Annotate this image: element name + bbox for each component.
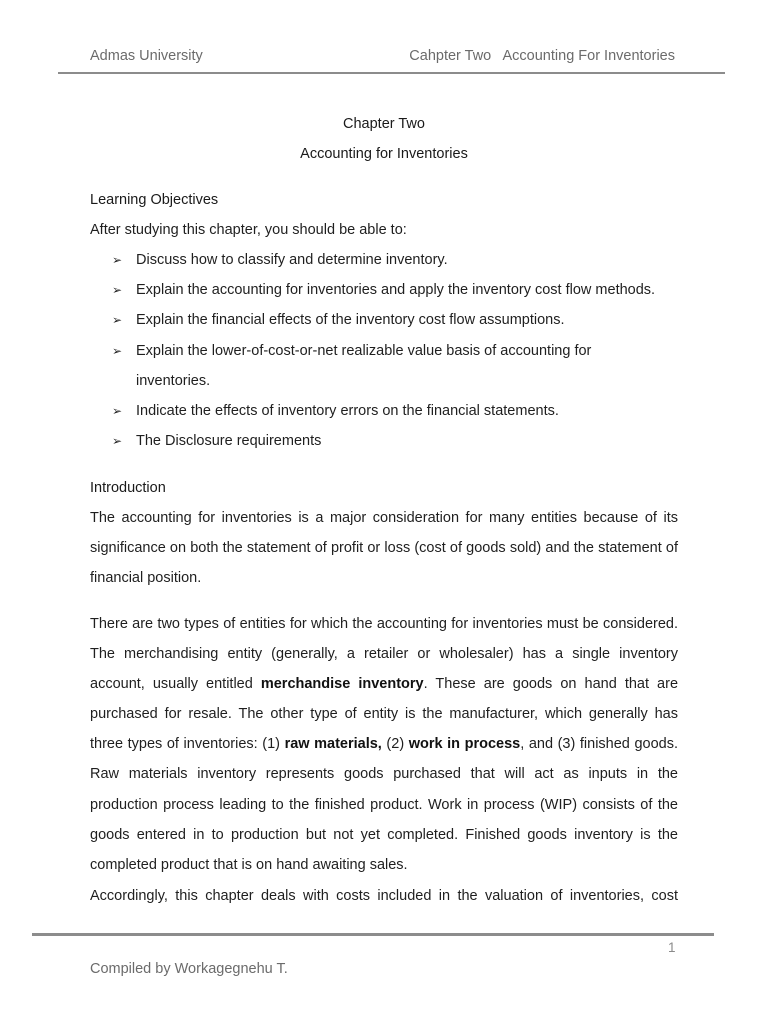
arrow-bullet-icon: ➢ — [112, 313, 123, 327]
chapter-title: Accounting for Inventories — [300, 146, 468, 162]
introduction-heading: Introduction — [90, 480, 166, 496]
header-institution: Admas University — [90, 48, 203, 64]
arrow-bullet-icon: ➢ — [112, 253, 123, 267]
objective-item: ➢ The Disclosure requirements — [112, 433, 322, 449]
page-number: 1 — [668, 940, 676, 955]
introduction-paragraph-3: Accordingly, this chapter deals with costs included in the valuation of inventories, cost — [90, 888, 678, 904]
learning-objectives-heading: Learning Objectives — [90, 192, 219, 208]
header-divider — [58, 72, 725, 74]
arrow-bullet-icon: ➢ — [112, 283, 123, 297]
header-chapter: Cahpter Two Accounting For Inventories — [409, 48, 675, 64]
introduction-paragraph-2: There are two types of entities for which the accounting for inventories must be considered. The merchandising entity (generally, a retailer or wholesaler) has a single inventory account, usually entitled merchandise inventory. These are goods on hand that are purchased for resale. The other type of entity is the manufacturer, which generally has three types of inventories: (1) raw materials, (2) work in process, and (3) finished goods. Raw materials inventory represents goods purchased that will act as inputs in the production process leading to the finished product. Work in process (WIP) consists of the goods entered in to production but not yet completed. Finished goods inventory is the completed product that is on hand awaiting sales. — [90, 616, 679, 873]
arrow-bullet-icon: ➢ — [112, 404, 123, 418]
objective-item: ➢ Explain the financial effects of the inventory cost flow assumptions. — [112, 312, 565, 328]
objective-item: ➢ Explain the lower-of-cost-or-net realizable value basis of accounting for — [112, 343, 592, 359]
objective-item-continuation: inventories. — [136, 373, 211, 389]
footer-divider — [32, 933, 714, 936]
objective-item: ➢ Indicate the effects of inventory errors on the financial statements. — [112, 403, 559, 419]
footer-compiled-by: Compiled by Workagegnehu T. — [90, 961, 288, 977]
term-work-in-process: work in process — [408, 736, 521, 753]
page-header — [90, 48, 675, 68]
arrow-bullet-icon: ➢ — [112, 344, 123, 358]
chapter-number: Chapter Two — [343, 116, 425, 132]
learning-objectives-intro: After studying this chapter, you should be able to: — [90, 222, 407, 238]
term-merchandise-inventory: merchandise inventory — [260, 676, 424, 693]
introduction-paragraph-1: The accounting for inventories is a major consideration for many entities because of its significance on both the statement of profit or loss (cost of goods sold) and the statement of financial position. — [90, 510, 678, 587]
term-raw-materials: raw materials, — [284, 736, 382, 753]
objective-item: ➢ Explain the accounting for inventories and apply the inventory cost flow methods. — [112, 282, 656, 298]
objective-item: ➢ Discuss how to classify and determine inventory. — [112, 252, 448, 268]
arrow-bullet-icon: ➢ — [112, 434, 123, 448]
